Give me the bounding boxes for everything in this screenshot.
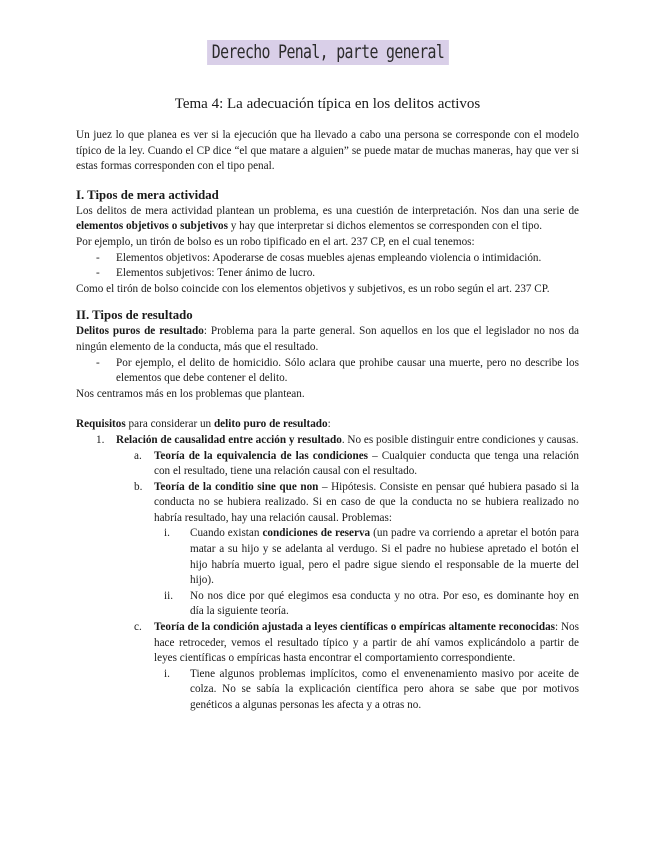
s2-paragraph-1 <box>76 324 579 355</box>
section-heading-mera-actividad: I. Tipos de mera actividad <box>76 187 219 202</box>
s1-p1-text-c: y hay que interpretar si dichos elementos se corresponden con el tipo. <box>227 220 543 233</box>
letter-item-b-text <box>154 480 579 527</box>
roman-item-c-i-text: Tiene algunos problemas implícitos, como el envenenamiento masivo por aceite de colza. No se sabía la explicación científica pero ahora se sabe que por motivos genéticos a algunas personas les afecta y a otras no. <box>190 667 579 711</box>
s1-p1-bold: elementos objetivos o subjetivos <box>76 220 228 233</box>
page-title: Tema 4: La adecuación típica en los delitos activos <box>174 96 481 112</box>
s1-bullet-2-text: Elementos subjetivos: Tener ánimo de lucro. <box>116 267 316 280</box>
letter-item-c-text <box>154 620 579 667</box>
header-wrap <box>0 40 655 65</box>
numbered-item-1-text <box>116 433 579 449</box>
b-text: – Hipótesis. Consiste en pensar qué hubiera pasado si la conducta no se hubiera realizado. Si en caso de que la conducta no se hubiera realizado no habría resultado, hay una relación causal. Problemas: <box>154 480 580 524</box>
roman-item-b-i-text <box>190 526 579 588</box>
roman-item-b-ii <box>76 589 579 620</box>
s1-paragraph-1 <box>76 204 579 235</box>
section-heading-resultado: II. Tipos de resultado <box>76 308 193 323</box>
roman-item-b-ii-text: No nos dice por qué elegimos esa conducta y no otra. Por eso, es dominante hoy en día la siguiente teoría. <box>190 589 579 618</box>
roman-item-b-i <box>76 526 579 588</box>
roman-marker: ii. <box>164 589 174 602</box>
s1-p1-text-a: Los delitos de mera actividad plantean un problema, es una cuestión de interpretación. Nos dan una serie de <box>76 204 579 217</box>
roman-item-c-i <box>76 667 579 714</box>
s1-bullet-2 <box>76 266 579 282</box>
c-bold: Teoría de la condición ajustada a leyes científicas o empíricas altamente reconocidas <box>154 621 556 634</box>
a-bold: Teoría de la equivalencia de las condiciones <box>154 449 369 462</box>
letter-item-a <box>76 449 579 480</box>
s2-bullet-text: Por ejemplo, el delito de homicidio. Sólo aclara que prohibe causar una muerte, pero no describe los elementos que debe contener el delito. <box>116 356 579 385</box>
intro-paragraph: Un juez lo que planea es ver si la ejecución que ha llevado a cabo una persona se corresponde con el modelo típico de la ley. Cuando el CP dice “el que matare a alguien” se puede matar de muchas maneras, hay que ver si estas formas corresponden con el tipo penal. <box>76 129 579 173</box>
numbered-item-1 <box>76 433 579 449</box>
letter-item-c <box>76 620 579 667</box>
bi-bold: condiciones de reserva <box>262 527 371 540</box>
requisitos-bold-2: delito puro de resultado <box>213 418 328 431</box>
n1-bold: Relación de causalidad entre acción y resultado <box>116 433 342 446</box>
c-text: : Nos hace retroceder, vemos el resultado típico y a partir de ahí vamos explicándolo a partir de leyes científicas o empíricas hasta encontrar el comportamiento correspondiente. <box>154 621 580 665</box>
requisitos-text-2: : <box>327 418 331 431</box>
letter-marker: c. <box>134 621 142 634</box>
s1-bullet-1-text: Elementos objetivos: Apoderarse de cosas muebles ajenas empleando violencia o intimidación. <box>116 251 542 264</box>
b-bold: Teoría de la conditio sine que non <box>154 480 319 493</box>
s1-paragraph-2: Por ejemplo, un tirón de bolso es un robo tipificado en el art. 237 CP, en el cual tenemos: <box>76 235 475 248</box>
letter-item-a-text <box>154 449 579 480</box>
roman-marker: i. <box>164 527 170 540</box>
bi-text-2: (un padre va corriendo a apretar el botón para matar a su hijo y se adelanta al verdugo. Si el padre no hubiese apretado el botón el hijo habría muerto igual, pero el padre sigue siendo el responsable de la muerte del hijo). <box>190 527 579 587</box>
dash-marker: - <box>96 356 100 369</box>
s2-paragraph-2: Nos centramos más en los problemas que plantean. <box>76 387 305 400</box>
s2-p1-text: : Problema para la parte general. Son aquellos en los que el legislador no nos da ningún elemento de la conducta, más que el resultado. <box>76 325 580 353</box>
letter-item-b <box>76 480 579 527</box>
bi-text-1: Cuando existan <box>190 527 263 540</box>
number-marker: 1. <box>96 433 105 446</box>
s2-bullet <box>76 356 579 387</box>
course-header: Derecho Penal, parte general <box>207 40 449 65</box>
letter-marker: b. <box>134 480 143 493</box>
a-text: – Cualquier conducta que tenga una relación con el resultado, tiene una relación causal con el resultado. <box>154 449 579 478</box>
n1-text: . No es posible distinguir entre condiciones y causas. <box>341 433 579 446</box>
letter-marker: a. <box>134 449 142 462</box>
requisitos-text-1: para considerar un <box>125 418 214 431</box>
dash-marker: - <box>96 267 100 280</box>
dash-marker: - <box>96 251 100 264</box>
document-body <box>76 128 579 714</box>
s1-bullet-1 <box>76 251 579 267</box>
s1-paragraph-3: Como el tirón de bolso coincide con los elementos objetivos y subjetivos, es un robo según el art. 237 CP. <box>76 282 550 295</box>
requisitos-bold-1: Requisitos <box>76 418 126 431</box>
roman-marker: i. <box>164 667 170 680</box>
s2-p1-bold: Delitos puros de resultado <box>76 325 204 338</box>
requisitos-paragraph <box>76 417 579 433</box>
